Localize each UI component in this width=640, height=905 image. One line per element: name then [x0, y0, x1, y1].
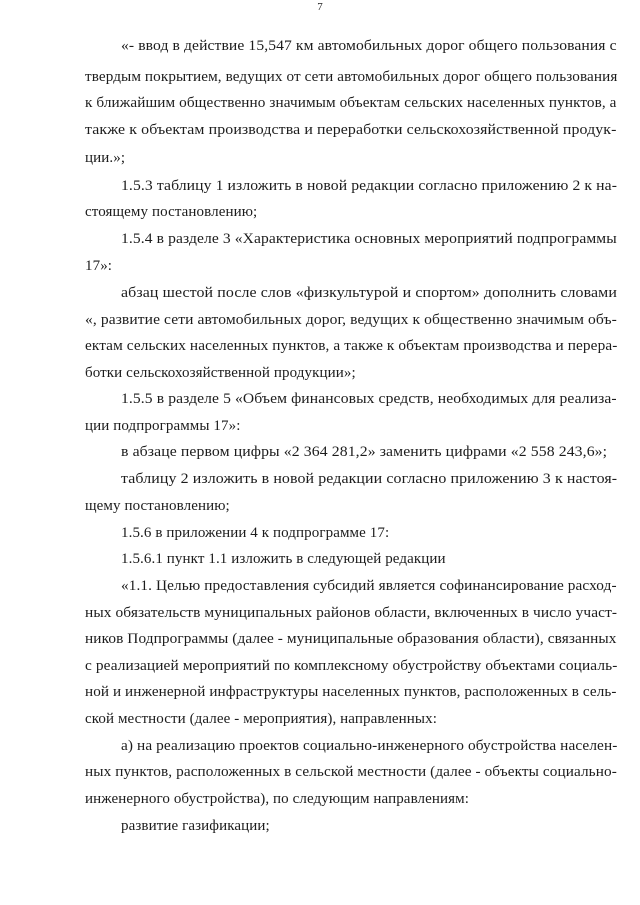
- text-line: ботки сельскохозяйственной продукции»;: [85, 365, 356, 381]
- text-line: ской местности (далее - мероприятия), направленных:: [85, 711, 437, 727]
- text-line: ции подпрограммы 17»:: [85, 418, 241, 434]
- text-line: 17»:: [85, 258, 113, 274]
- text-line: 1.5.4 в разделе 3 «Характеристика основных мероприятий подпрограммы: [121, 231, 617, 247]
- text-line: ников Подпрограммы (далее - муниципальные образования области), связанных: [85, 631, 617, 647]
- text-line: таблицу 2 изложить в новой редакции согласно приложению 3 к настоя-: [121, 471, 618, 487]
- text-line: ектам сельских населенных пунктов, а также к объектам производства и перера-: [85, 338, 618, 354]
- text-line: «1.1. Целью предоставления субсидий является софинансирование расход-: [121, 578, 617, 594]
- text-line: 1.5.5 в разделе 5 «Объем финансовых средств, необходимых для реализа-: [121, 391, 617, 407]
- text-line: ной и инженерной инфраструктуры населенных пунктов, расположенных в сель-: [85, 684, 617, 700]
- text-line: ных обязательств муниципальных районов области, включенных в число участ-: [85, 605, 618, 621]
- text-line: инженерного обустройства), по следующим направлениям:: [85, 791, 470, 807]
- text-line: щему постановлению;: [85, 498, 230, 514]
- text-line: 1.5.3 таблицу 1 изложить в новой редакции согласно приложению 2 к на-: [121, 178, 618, 194]
- page-number: 7: [317, 1, 323, 13]
- text-line: ции.»;: [85, 150, 126, 166]
- text-line: абзац шестой после слов «физкультурой и спортом» дополнить словами: [121, 285, 617, 301]
- text-line: также к объектам производства и переработки сельскохозяйственной продук-: [85, 122, 617, 138]
- text-line: развитие газификации;: [121, 818, 270, 834]
- text-line: а) на реализацию проектов социально-инженерного обустройства населен-: [121, 738, 618, 754]
- text-line: 1.5.6.1 пункт 1.1 изложить в следующей редакции: [121, 551, 446, 567]
- text-line: «, развитие сети автомобильных дорог, ведущих к общественно значимым объ-: [85, 312, 617, 328]
- text-line: «- ввод в действие 15,547 км автомобильных дорог общего пользования с: [121, 38, 617, 54]
- text-line: с реализацией мероприятий по комплексному обустройству объектами социаль-: [85, 658, 618, 674]
- text-line: в абзаце первом цифры «2 364 281,2» заменить цифрами «2 558 243,6»;: [121, 444, 608, 460]
- text-line: твердым покрытием, ведущих от сети автомобильных дорог общего пользования: [85, 69, 618, 85]
- text-line: 1.5.6 в приложении 4 к подпрограмме 17:: [121, 525, 390, 541]
- text-line: ных пунктов, расположенных в сельской местности (далее - объекты социально-: [85, 764, 617, 780]
- text-line: к ближайшим общественно значимым объектам сельских населенных пунктов, а: [85, 95, 617, 111]
- text-line: стоящему постановлению;: [85, 204, 258, 220]
